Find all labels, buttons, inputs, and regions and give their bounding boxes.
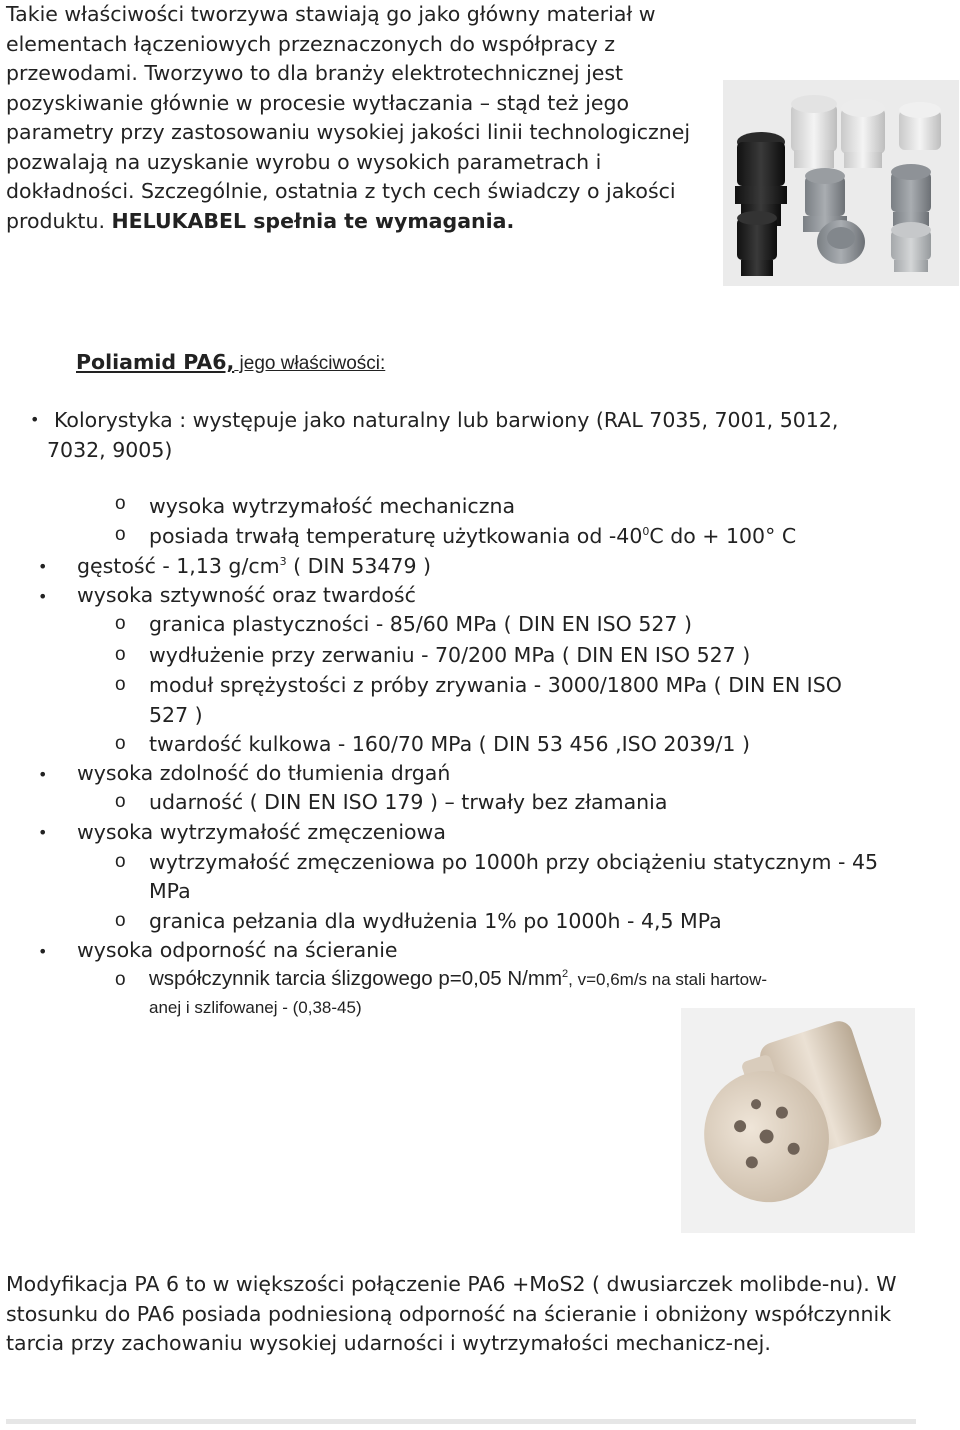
list-subitem: udarność ( DIN EN ISO 179 ) – trwały bez złamania — [149, 790, 668, 814]
list-subitem: wysoka wytrzymałość mechaniczna — [149, 494, 516, 518]
beige-gland-photo — [681, 1008, 915, 1233]
list-item-continuation: 7032, 9005) — [47, 438, 173, 462]
s2-text-end: C do + 100° C — [649, 524, 797, 548]
outro-paragraph: Modyfikacja PA 6 to w większości połączenie PA6 +MoS2 ( dwusiarczek molibde-nu). W stosunku do PA6 posiada podniesioną odporność na ścieranie i obniżony współczynnik tarcia przy zachowaniu wysokiej udarności i wytrzymałości mechanicz-nej. — [6, 1272, 897, 1355]
list-subitem: granica plastyczności - 85/60 MPa ( DIN EN ISO 527 ) — [149, 612, 692, 636]
list-subitem-continuation: 527 ) — [149, 703, 203, 727]
cable-glands-image — [723, 80, 959, 286]
intro-bold: HELUKABEL spełnia te wymagania. — [111, 208, 515, 233]
bullet-marker: • — [38, 587, 48, 606]
sub-marker: o — [115, 851, 126, 872]
sub-marker: o — [115, 644, 126, 665]
sub-marker: o — [115, 733, 126, 754]
bottom-divider — [6, 1419, 916, 1424]
intro-text: Takie właściwości tworzywa stawiają go jako główny materiał w elementach łączeniowych przeznaczonych do współpracy z przewodami. Tworzywo to dla branży elektrotechnicznej jest pozyskiwanie głównie w procesie wytłaczania – stąd też jego parametry przy zastosowaniu wysokiej jakości linii technologicznej pozwalają na uzyskanie wyrobu o wysokich parametrach i dokładności. Szczególnie, ostatnia z tych cech świadczy o jakości produktu. — [6, 2, 691, 233]
list-item: Kolorystyka : występuje jako naturalny lub barwiony (RAL 7035, 7001, 5012, — [54, 408, 839, 432]
s10-text-end: , v=0,6m/s na stali hartow- — [568, 970, 768, 989]
sub-marker: o — [115, 969, 126, 990]
s2-superscript: 0 — [642, 525, 650, 539]
bullet-marker: • — [38, 557, 48, 576]
s10-superscript: 2 — [562, 968, 569, 981]
list-subitem-continuation: MPa — [149, 879, 191, 903]
b2-text-end: ( DIN 53479 ) — [286, 554, 432, 578]
sub-marker: o — [115, 493, 126, 514]
bullet-marker: • — [38, 823, 48, 842]
b2-superscript: 3 — [279, 555, 287, 569]
bullet-marker: • — [38, 765, 48, 784]
sub-marker: o — [115, 674, 126, 695]
list-item: wysoka wytrzymałość zmęczeniowa — [77, 820, 446, 844]
list-subitem — [149, 521, 796, 551]
list-item: wysoka sztywność oraz twardość — [77, 583, 416, 607]
list-subitem: granica pełzania dla wydłużenia 1% po 1000h - 4,5 MPa — [149, 909, 722, 933]
bullet-marker: • — [38, 942, 48, 961]
b2-text: gęstość - 1,13 g/cm — [77, 554, 280, 578]
sub-marker: o — [115, 524, 126, 545]
list-item — [77, 551, 431, 581]
list-item: wysoka odporność na ścieranie — [77, 938, 398, 962]
list-subitem — [149, 964, 767, 995]
cable-glands-photo — [723, 80, 959, 286]
list-subitem: moduł sprężystości z próby zrywania - 3000/1800 MPa ( DIN EN ISO — [149, 673, 842, 697]
list-subitem: wydłużenie przy zerwaniu - 70/200 MPa ( DIN EN ISO 527 ) — [149, 643, 751, 667]
s2-text: posiada trwałą temperaturę użytkowania od -40 — [149, 524, 643, 548]
sub-marker: o — [115, 910, 126, 931]
section-heading — [76, 348, 385, 378]
bullet-marker: • — [30, 410, 40, 429]
list-subitem-continuation: anej i szlifowanej - (0,38-45) — [149, 998, 362, 1017]
beige-gland-image — [681, 1008, 915, 1233]
list-subitem: twardość kulkowa - 160/70 MPa ( DIN 53 456 ,ISO 2039/1 ) — [149, 732, 750, 756]
heading-title: Poliamid PA6, — [76, 350, 235, 374]
sub-marker: o — [115, 791, 126, 812]
list-item: wysoka zdolność do tłumienia drgań — [77, 761, 451, 785]
heading-subtitle: jego właściwości: — [234, 353, 386, 374]
intro-paragraph — [6, 0, 706, 236]
sub-marker: o — [115, 613, 126, 634]
s10-text: współczynnik tarcia ślizgowego p=0,05 N/mm — [149, 967, 563, 990]
list-subitem: wytrzymałość zmęczeniowa po 1000h przy obciążeniu statycznym - 45 — [149, 850, 879, 874]
